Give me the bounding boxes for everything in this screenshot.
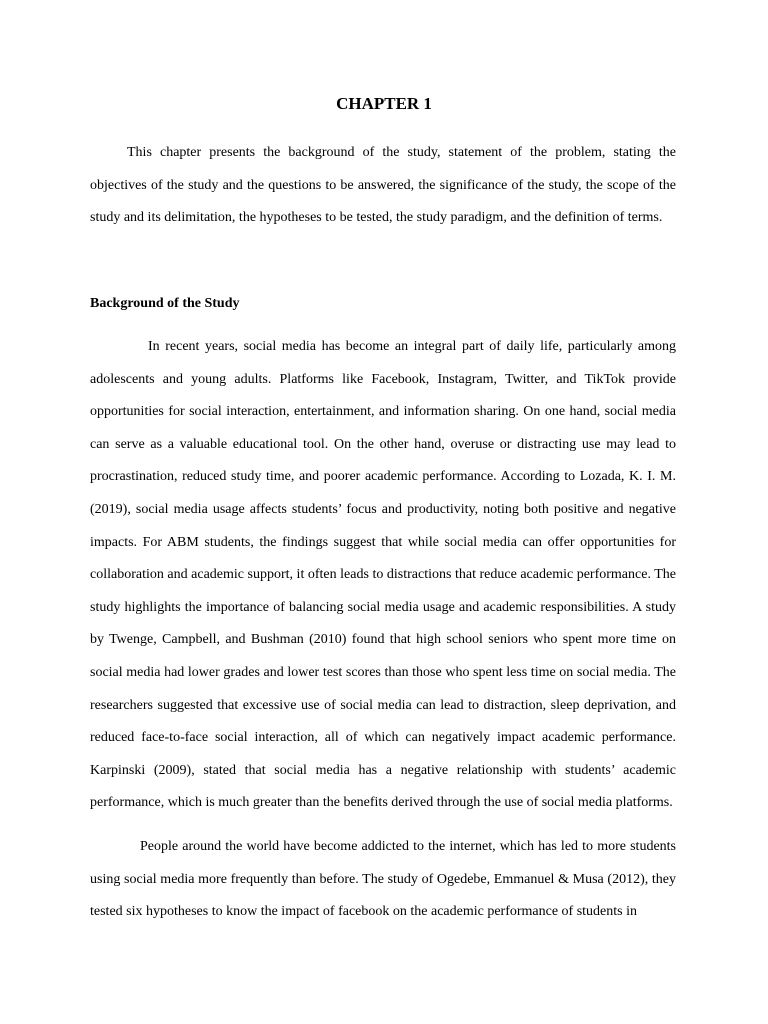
intro-paragraph: This chapter presents the background of the study, statement of the problem, stating the objectives of the study and the questions to be answered, the significance of the study, the scope of the study and its delimitation, the hypotheses to be tested, the study paradigm, and the definition of terms. [90, 145, 676, 226]
section-heading: Background of the Study [90, 296, 240, 311]
body-paragraph: In recent years, social media has become an integral part of daily life, particularly among adolescents and young adults. Platforms like Facebook, Instagram, Twitter, and TikTok provide opportunities for social interaction, entertainment, and information sharing. On one hand, social media can serve as a valuable educational tool. On the other hand, overuse or distracting use may lead to procrastination, reduced study time, and poorer academic performance. According to Lozada, K. I. M. (2019), social media usage affects students’ focus and productivity, noting both positive and negative impacts. For ABM students, the findings suggest that while social media can offer opportunities for collaboration and academic support, it often leads to distractions that reduce academic performance. The study highlights the importance of balancing social media usage and academic responsibilities. A study by Twenge, Campbell, and Bushman (2010) found that high school seniors who spent more time on social media had lower grades and lower test scores than those who spent less time on social media. The researchers suggested that excessive use of social media can lead to distraction, sleep deprivation, and reduced face-to-face social interaction, all of which can negatively impact academic performance. Karpinski (2009), stated that social media has a negative relationship with students’ academic performance, which is much greater than the benefits derived through the use of social media platforms. [90, 339, 676, 811]
chapter-title: CHAPTER 1 [336, 94, 432, 113]
body-paragraph: People around the world have become addicted to the internet, which has led to more students using social media more frequently than before. The study of Ogedebe, Emmanuel & Musa (2012), they tested six hypotheses to know the impact of facebook on the academic performance of students in [90, 839, 676, 920]
